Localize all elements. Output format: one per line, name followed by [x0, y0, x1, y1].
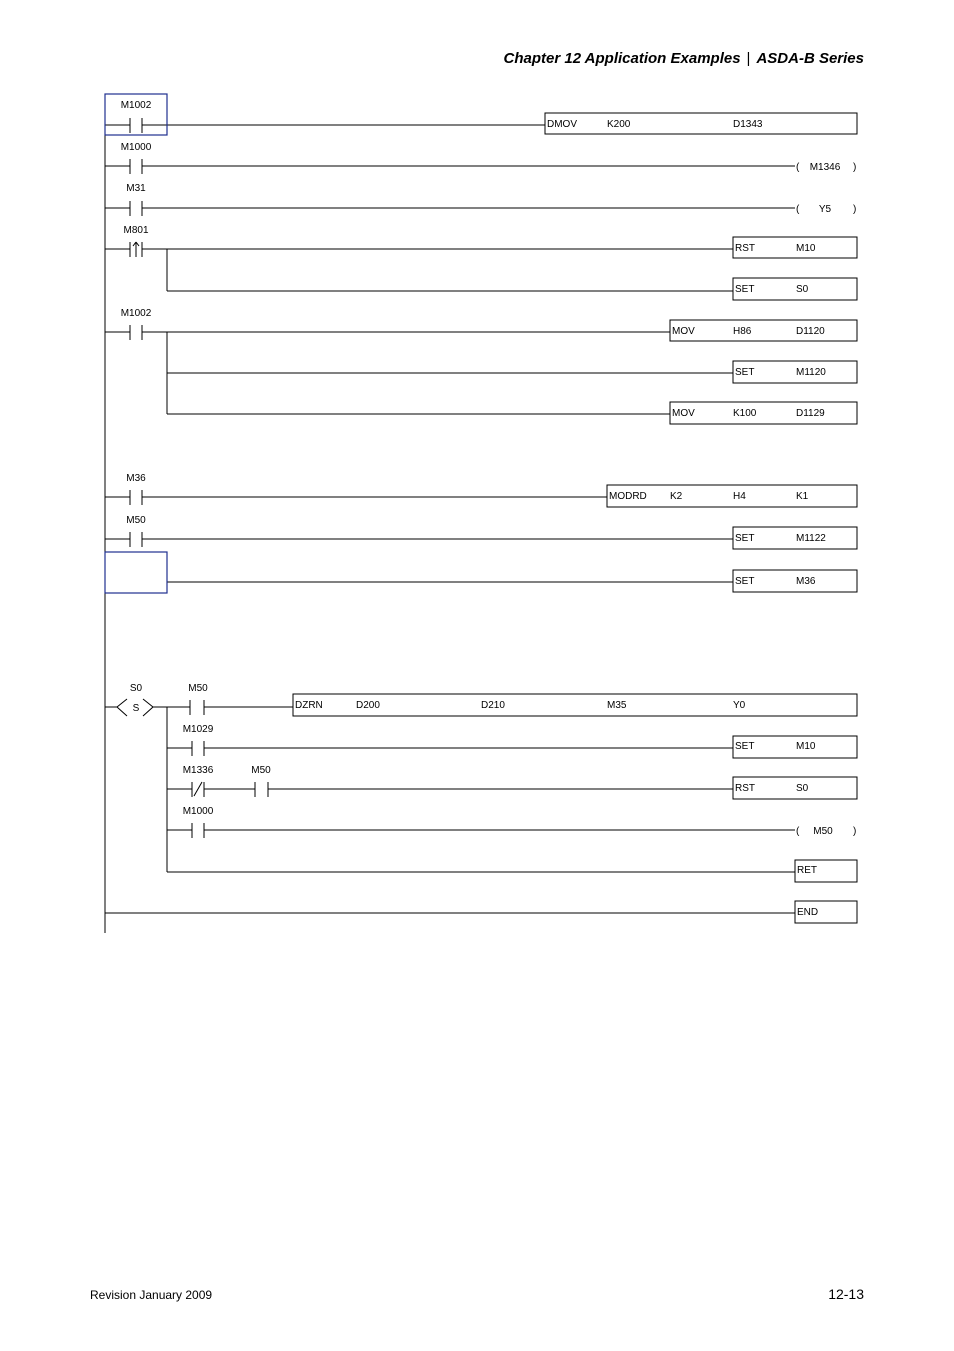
revision-note: Revision January 2009 — [90, 1288, 213, 1302]
coil-bracket-left: ( — [796, 204, 800, 215]
selection-cursor-empty[interactable] — [105, 552, 167, 593]
step-label: S0 — [129, 683, 143, 694]
instr-op: RST — [735, 783, 755, 794]
coil-bracket-right: ) — [853, 826, 857, 837]
coil-bracket-right: ) — [853, 204, 857, 215]
instr-arg: M10 — [796, 243, 816, 254]
contact-label: M50 — [126, 515, 146, 526]
coil-bracket-left: ( — [796, 826, 800, 837]
coil-label: M50 — [813, 826, 833, 837]
instr-op: MODRD — [609, 491, 647, 502]
coil-bracket-right: ) — [853, 162, 857, 173]
instr-arg: D1129 — [796, 408, 825, 419]
contact-label: M1002 — [120, 308, 152, 319]
instr-arg: K100 — [733, 408, 757, 419]
contact-label: M1000 — [120, 142, 152, 153]
series-title: ASDA-B Series — [756, 50, 864, 67]
instr-op: SET — [735, 533, 755, 544]
instr-arg: K2 — [670, 491, 683, 502]
coil-bracket-left: ( — [796, 162, 800, 173]
instr-arg: D1120 — [796, 326, 825, 337]
contact-label: M31 — [126, 183, 146, 194]
contact-label: M1000 — [182, 806, 214, 817]
instr-box-6 — [670, 402, 857, 424]
contact-label: M50 — [188, 683, 208, 694]
coil-label: Y5 — [818, 204, 832, 215]
instr-arg: D210 — [481, 700, 505, 711]
instr-op: RST — [735, 243, 755, 254]
contact-label: M1336 — [182, 765, 214, 776]
instr-arg: D200 — [356, 700, 380, 711]
instr-op: DMOV — [547, 119, 577, 130]
coil-label: M1346 — [809, 162, 841, 173]
instr-arg: S0 — [796, 284, 809, 295]
instr-op: RET — [797, 865, 817, 876]
chapter-title: Chapter 12 Application Examples — [503, 50, 741, 67]
instr-arg: M10 — [796, 741, 816, 752]
contact-label: M50 — [251, 765, 271, 776]
instr-op: SET — [735, 741, 755, 752]
contact-label: M1029 — [182, 724, 214, 735]
instr-op: SET — [735, 576, 755, 587]
instr-op: SET — [735, 367, 755, 378]
contact-label: M36 — [126, 473, 146, 484]
instr-arg: D1343 — [733, 119, 763, 130]
instr-arg: M35 — [607, 700, 627, 711]
instr-op: MOV — [672, 408, 695, 419]
step-symbol: S — [132, 703, 140, 714]
contact-label: M801 — [123, 225, 149, 236]
instr-box-4 — [670, 320, 857, 341]
instr-box-1 — [545, 113, 857, 134]
page-number: 12-13 — [828, 1286, 864, 1302]
instr-arg: S0 — [796, 783, 809, 794]
instr-arg: H86 — [733, 326, 752, 337]
instr-op: END — [797, 907, 819, 918]
header-separator: | — [746, 50, 751, 67]
instr-arg: Y0 — [733, 700, 746, 711]
instr-arg: H4 — [733, 491, 746, 502]
instr-arg: M1122 — [796, 533, 826, 544]
instr-arg: M36 — [796, 576, 816, 587]
instr-op: DZRN — [295, 700, 323, 711]
instr-arg: K200 — [607, 119, 631, 130]
instr-op: MOV — [672, 326, 695, 337]
wiring — [105, 94, 857, 933]
instr-arg: M1120 — [796, 367, 826, 378]
contact-label: M1002 — [120, 100, 152, 111]
instr-op: SET — [735, 284, 755, 295]
instr-arg: K1 — [796, 491, 809, 502]
